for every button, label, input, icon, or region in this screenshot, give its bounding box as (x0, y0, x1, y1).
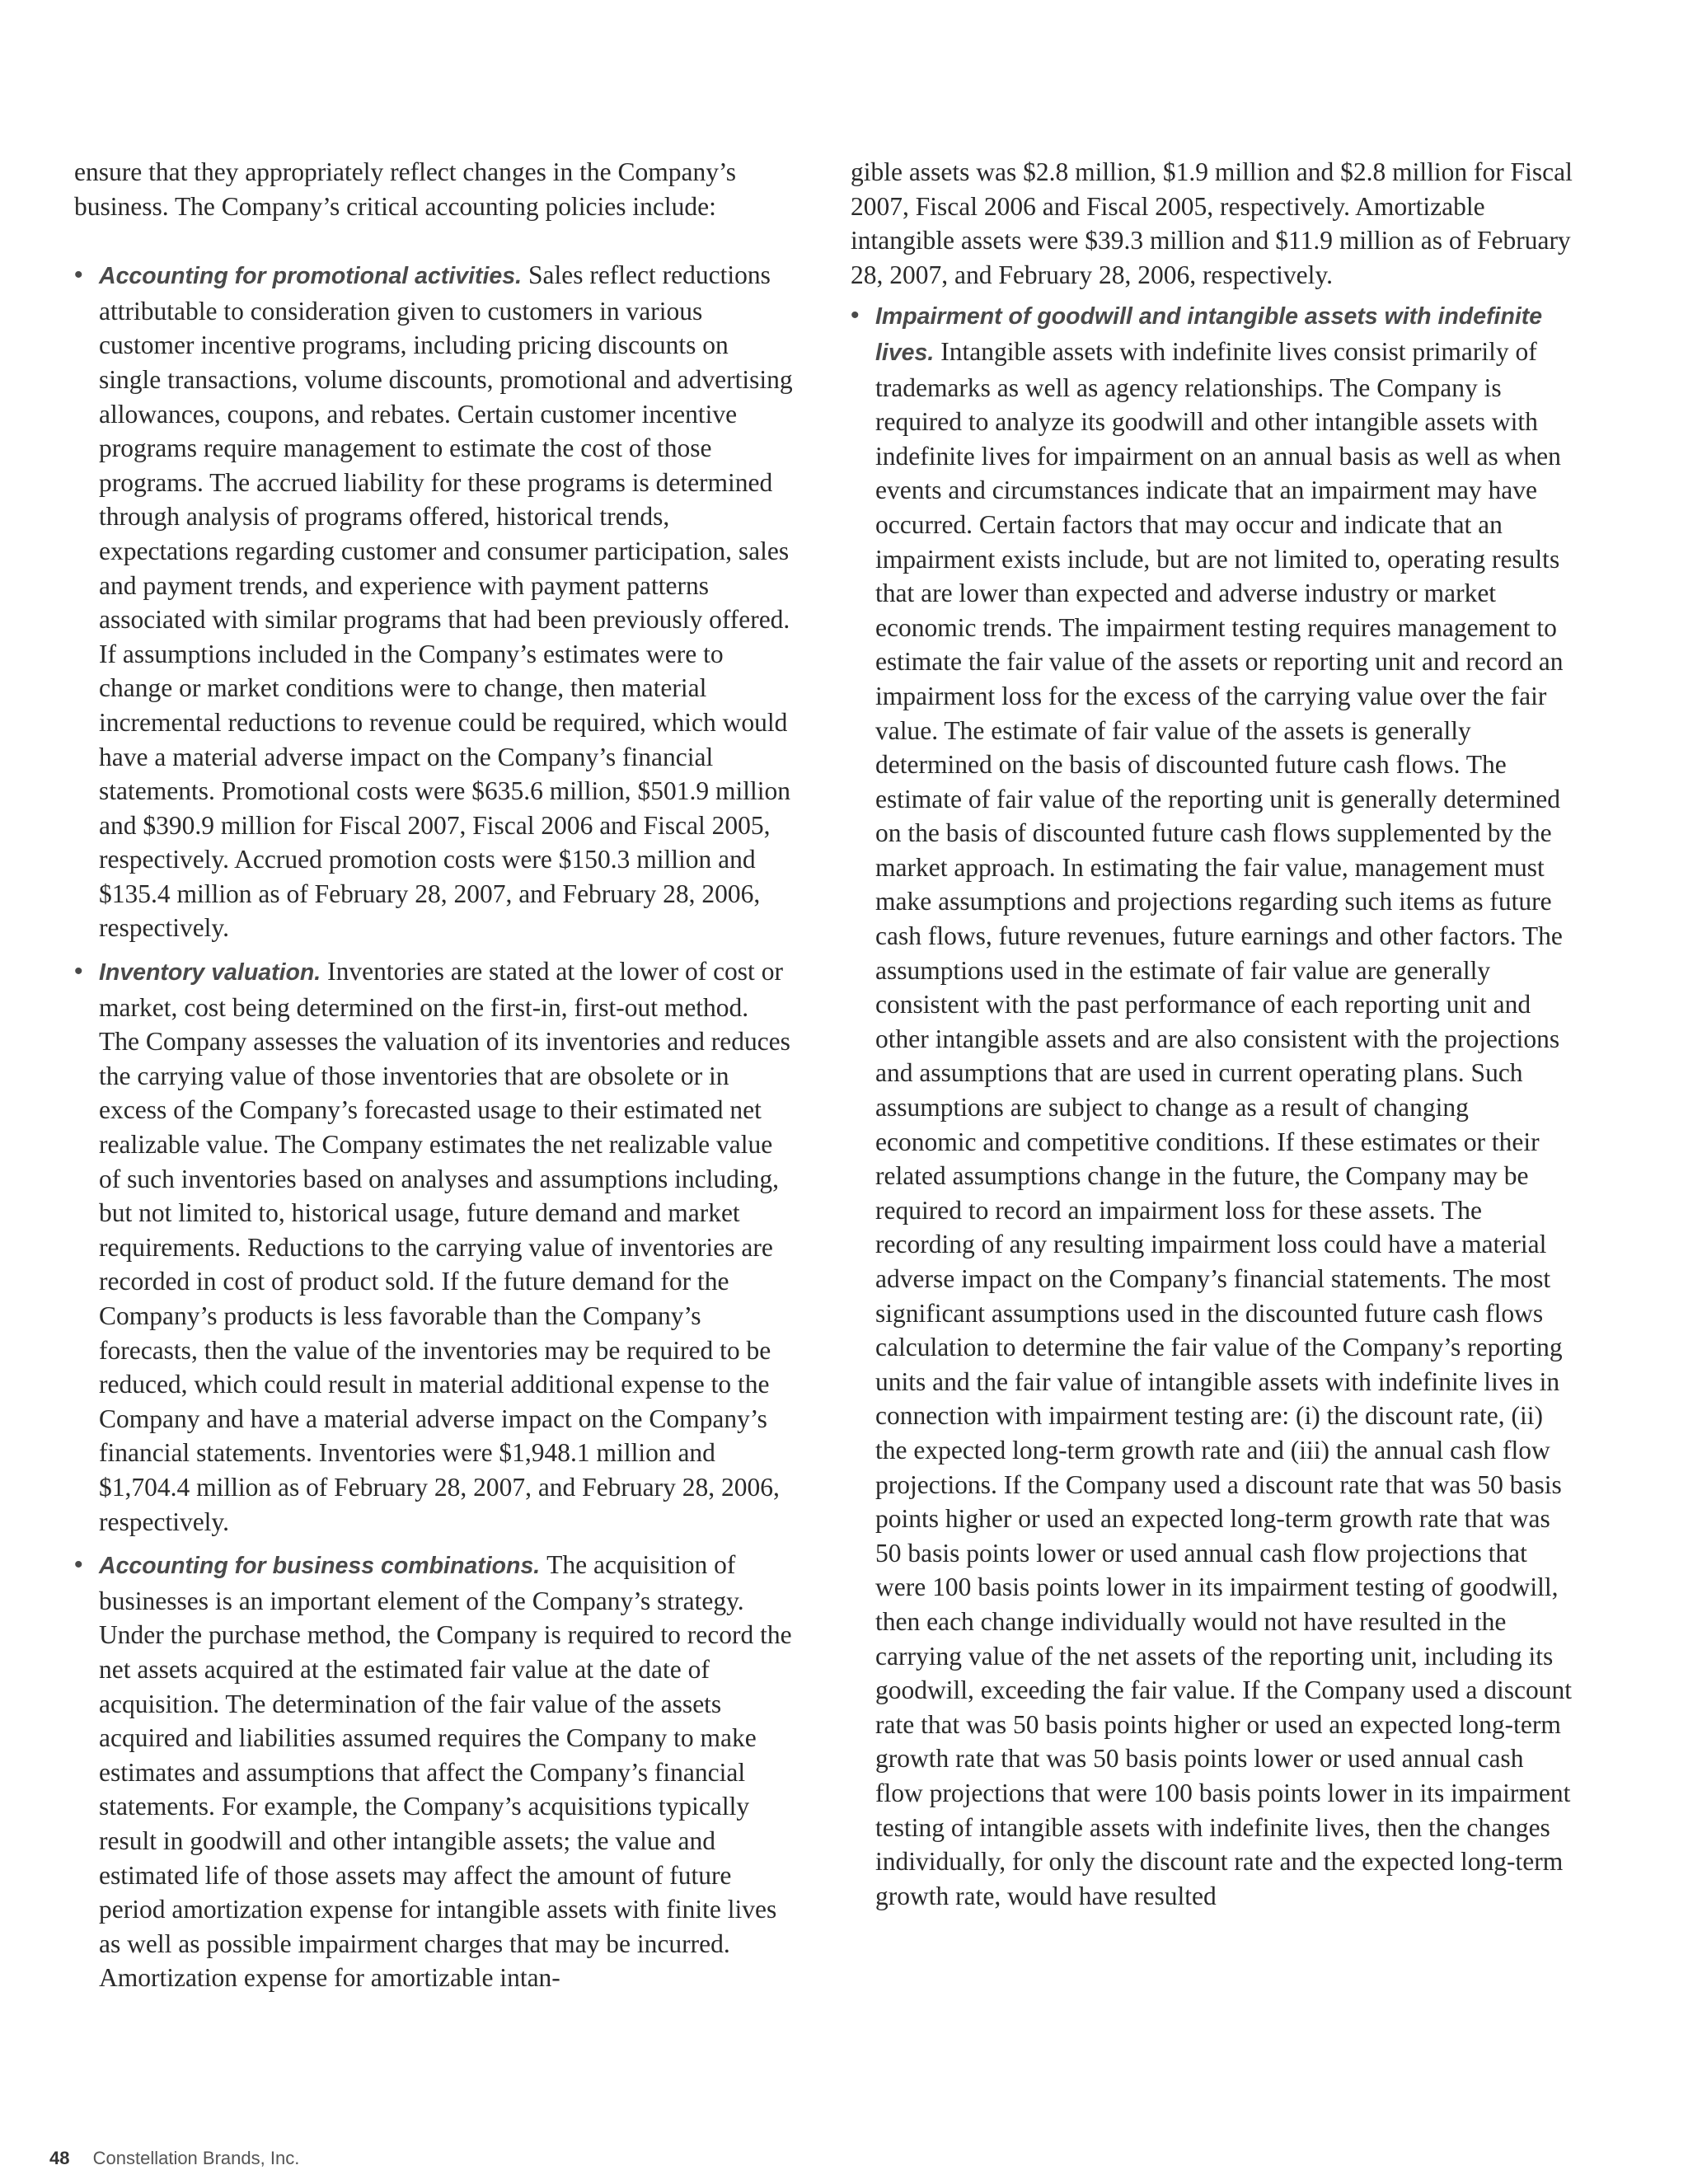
policy-text: Inventories are stated at the lower of cost or market, cost being determined on the first-in, first-out method. The Company assesses the valuation of its inventories and reduces the carrying value of those inventories that are obsolete or in excess of the Company’s forecasted usage to their estimated net realizable value. The Company estimates the net realizable value of such inventories based on analyses and assumptions including, but not limited to, historical usage, future demand and market requirements. Reductions to the carrying value of inventories are recorded in cost of product sold. If the future demand for the Company’s products is less favorable than the Company’s forecasts, then the value of the inventories may be required to be reduced, which could result in material additional expense to the Company and have a material adverse impact on the Company’s financial statements. Inventories were $1,948.1 million and $1,704.4 million as of February 28, 2007, and February 28, 2006, respectively. (99, 957, 790, 1536)
policy-text: Sales reflect reductions attributable to consideration given to customers in various customer incentive programs, including pricing discounts on single transactions, volume discounts, promotional and advertising allowances, coupons, and rebates. Certain customer incentive programs require management to estimate the cost of those programs. The accrued liability for these programs is determined through analysis of programs offered, historical trends, expectations regarding customer and consumer participation, sales and payment trends, and experience with payment patterns associated with similar programs that had been previously offered. If assumptions included in the Company’s estimates were to change or market conditions were to change, then material incremental reductions to revenue could be required, which would have a material adverse impact on the Company’s financial statements. Promotional costs were $635.6 million, $501.9 million and $390.9 million for Fiscal 2007, Fiscal 2006 and Fiscal 2005, respectively. Accrued promotion costs were $150.3 million and $135.4 million as of February 28, 2007, and February 28, 2006, respectively. (99, 260, 793, 943)
policy-heading: Inventory valuation. (99, 959, 328, 987)
policy-heading: Accounting for business combinations. (99, 1553, 547, 1580)
page-footer (49, 2148, 299, 2169)
policy-list-continued (851, 298, 1574, 1913)
policy-item-impairment (851, 298, 1574, 1913)
intro-paragraph: ensure that they appropriately reflect changes in the Company’s business. The Company’s critical accounting policies include: (74, 157, 736, 221)
left-column (74, 155, 793, 2004)
bullet-icon: • (74, 261, 83, 289)
policy-list (74, 258, 793, 1995)
policy-heading: Impairment of goodwill and intangible assets with indefinite lives. (875, 303, 1543, 366)
continuation-paragraph: gible assets was $2.8 million, $1.9 million and $2.8 million for Fiscal 2007, Fiscal 2006 and Fiscal 2005, respectively. Amortizable intangible assets were $39.3 million and $11.9 million as of February 28, 2007, and February 28, 2006, respectively. (851, 157, 1573, 289)
policy-heading: Accounting for promotional activities. (99, 263, 528, 290)
bullet-icon: • (851, 302, 860, 330)
page-number: 48 (49, 2148, 70, 2168)
company-name: Constellation Brands, Inc. (92, 2148, 300, 2168)
bullet-icon: • (74, 1551, 83, 1579)
policy-text: Intangible assets with indefinite lives consist primarily of trademarks as well as agency relationships. The Company is required to analyze its goodwill and other intangible assets with indefinite lives for impairment on an annual basis as well as when events and circumstances indicate that an impairment may have occurred. Certain factors that may occur and indicate that an impairment exists include, but are not limited to, operating results that are lower than expected and adverse industry or market economic trends. The impairment testing requires management to estimate the fair value of the assets or reporting unit and record an impairment loss for the excess of the carrying value over the fair value. The estimate of fair value of the assets is generally determined on the basis of discounted future cash flows. The estimate of fair value of the reporting unit is generally determined on the basis of discounted future cash flows supplemented by the market approach. In estimating the fair value, management must make assumptions and projections regarding such items as future cash flows, future revenues, future earnings and other factors. The assumptions used in the estimate of fair value are generally consistent with the past performance of each reporting unit and other intangible assets and are also consistent with the projections and assumptions that are used in current operating plans. Such assumptions are subject to change as a result of changing economic and competitive conditions. If these estimates or their related assumptions change in the future, the Company may be required to record an impairment loss for these assets. The recording of any resulting impairment loss could have a material adverse impact on the Company’s financial statements. The most significant assumptions used in the discounted future cash flows calculation to determine the fair value of the Company’s reporting units and the fair value of intangible assets with indefinite lives in connection with impairment testing are: (i) the discount rate, (ii) the expected long-term growth rate and (iii) the annual cash flow projections. If the Company used a discount rate that was 50 basis points higher or used an expected long-term growth rate that was 50 basis points lower or used annual cash flow projections that were 100 basis points lower in its impairment testing of goodwill, then each change individually would not have resulted in the carrying value of the net assets of the reporting unit, including its goodwill, exceeding the fair value. If the Company used a discount rate that was 50 basis points higher or used an expected long-term growth rate that was 50 basis points lower or used annual cash flow projections that were 100 basis points lower in its impairment testing of intangible assets with indefinite lives, then the changes individually, for only the discount rate and the expected long-term growth rate, would have resulted (875, 336, 1573, 1910)
policy-item-business-combinations (74, 1548, 793, 1995)
policy-item-promotional (74, 258, 793, 945)
bullet-icon: • (74, 958, 83, 986)
policy-item-inventory (74, 954, 793, 1539)
right-column (851, 155, 1574, 1922)
policy-text: The acquisition of businesses is an important element of the Company’s strategy. Under the purchase method, the Company is required to record the net assets acquired at the estimated fair value at the date of acquisition. The determination of the fair value of the assets acquired and liabilities assumed requires the Company to make estimates and assumptions that affect the Company’s financial statements. For example, the Company’s acquisitions typically result in goodwill and other intangible assets; the value and estimated life of those assets may affect the amount of future period amortization expense for intangible assets with finite lives as well as possible impairment charges that may be incurred. Amortization expense for amortizable intan- (99, 1550, 792, 1993)
